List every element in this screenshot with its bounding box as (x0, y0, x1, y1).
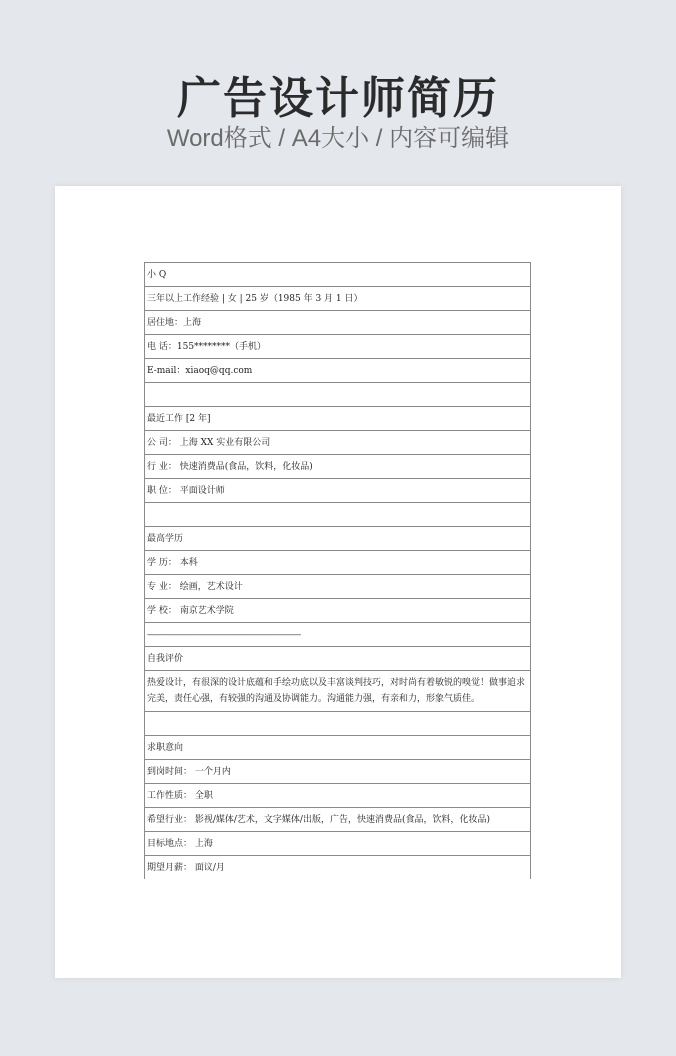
resume-table (144, 262, 531, 879)
resume-degree: 学 历： 本科 (145, 551, 531, 575)
resume-availability: 到岗时间： 一个月内 (145, 760, 531, 784)
resume-dashed-divider: ------------------------------------------------------------------------------------------ (145, 623, 531, 647)
page-title: 广告设计师简历 (177, 73, 499, 124)
resume-self-evaluation-text: 热爱设计，有很深的设计底蕴和手绘功底以及丰富谈判技巧，对时尚有着敏锐的嗅觉！做事追求完美，责任心强，有较强的沟通及协调能力。沟通能力强，有亲和力，形象气质佳。 (145, 671, 531, 712)
resume-residence: 居住地：上海 (145, 311, 531, 335)
resume-job-type: 工作性质： 全职 (145, 784, 531, 808)
resume-recent-work-heading: 最近工作 [2 年] (145, 407, 531, 431)
resume-major: 专 业： 绘画，艺术设计 (145, 575, 531, 599)
resume-blank-row (145, 383, 531, 407)
resume-blank-row (145, 712, 531, 736)
resume-name: 小 Q (145, 263, 531, 287)
resume-position: 职 位： 平面设计师 (145, 479, 531, 503)
resume-desired-industry: 希望行业： 影视/媒体/艺术，文字媒体/出版，广告，快速消费品(食品，饮料，化妆品) (145, 808, 531, 832)
resume-company: 公 司： 上海 XX 实业有限公司 (145, 431, 531, 455)
resume-blank-row (145, 503, 531, 527)
resume-basic-info: 三年以上工作经验 | 女 | 25 岁（1985 年 3 月 1 日） (145, 287, 531, 311)
resume-email: E-mail：xiaoq@qq.com (145, 359, 531, 383)
page-subtitle: Word格式 / A4大小 / 内容可编辑 (166, 125, 510, 152)
resume-self-evaluation-heading: 自我评价 (145, 647, 531, 671)
resume-target-location: 目标地点： 上海 (145, 832, 531, 856)
resume-school: 学 校： 南京艺术学院 (145, 599, 531, 623)
resume-industry: 行 业： 快速消费品(食品，饮料，化妆品) (145, 455, 531, 479)
document-page (55, 186, 621, 978)
resume-job-intention-heading: 求职意向 (145, 736, 531, 760)
resume-expected-salary: 期望月薪： 面议/月 (145, 856, 531, 880)
resume-phone: 电 话：155********（手机） (145, 335, 531, 359)
resume-education-heading: 最高学历 (145, 527, 531, 551)
